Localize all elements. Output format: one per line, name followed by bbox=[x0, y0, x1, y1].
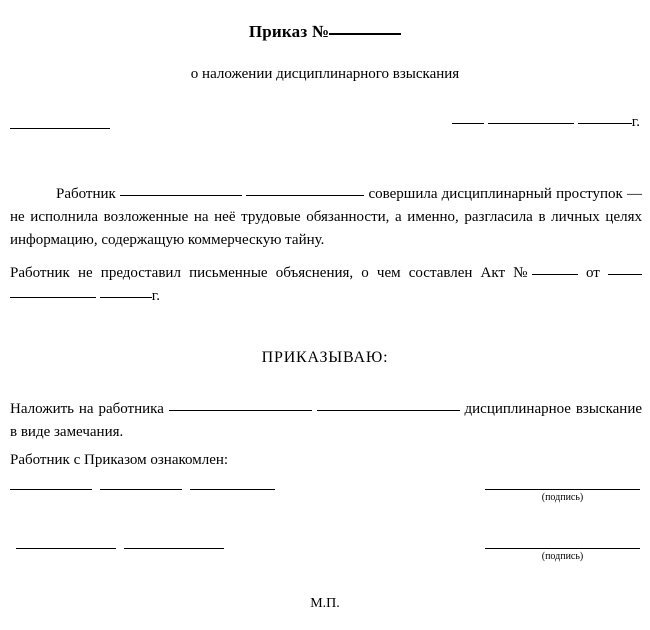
order-heading: ПРИКАЗЫВАЮ: bbox=[261, 349, 389, 366]
order-number-blank bbox=[329, 33, 401, 35]
date-blank-group bbox=[452, 114, 640, 131]
stamp-mark: М.П. bbox=[310, 596, 340, 611]
act-month-blank bbox=[10, 297, 96, 298]
signature-2-sign-blank bbox=[485, 548, 640, 549]
signature-1-sign-blank bbox=[485, 489, 640, 490]
penalty-surname-blank bbox=[169, 410, 312, 411]
employee-name-blank bbox=[246, 195, 364, 196]
signature-1-name-blank bbox=[190, 489, 275, 490]
penalty-name-blank bbox=[317, 410, 460, 411]
place-blank bbox=[10, 128, 110, 129]
date-month-blank bbox=[488, 123, 574, 124]
act-number-blank bbox=[532, 274, 578, 275]
date-day-blank bbox=[452, 123, 484, 124]
signature-2-caption: (подпись) bbox=[541, 551, 584, 562]
document-title-text: Приказ № bbox=[248, 22, 330, 41]
document-title bbox=[0, 22, 650, 42]
employee-surname-blank bbox=[120, 195, 242, 196]
paragraph-penalty bbox=[10, 398, 642, 444]
signature-1-surname-blank bbox=[100, 489, 182, 490]
acknowledgement-label: Работник с Приказом ознакомлен: bbox=[10, 452, 229, 468]
date-year-suffix: г. bbox=[631, 114, 640, 130]
paragraph-3-lead: Наложить на работника bbox=[10, 401, 164, 417]
signature-2-name-blank bbox=[124, 548, 224, 549]
paragraph-1-body: совершила дисциплинарный проступок — не исполнила возложенные на неё трудовые обязанности, а именно, разгласила в личных целях информацию, содержащую коммерческую тайну. bbox=[10, 186, 643, 248]
paragraph-1-lead: Работник bbox=[56, 186, 116, 202]
paragraph-act bbox=[10, 262, 642, 308]
paragraph-3-body: дисциплинарное взыскание в виде замечания. bbox=[10, 401, 643, 440]
act-year-blank bbox=[100, 297, 152, 298]
paragraph-violation bbox=[10, 183, 642, 252]
act-day-blank bbox=[608, 274, 642, 275]
document-subtitle: о наложении дисциплинарного взыскания bbox=[190, 66, 460, 82]
signature-1-caption: (подпись) bbox=[541, 492, 584, 503]
paragraph-2-lead: Работник не предоставил письменные объяснения, о чем составлен Акт № bbox=[10, 265, 532, 281]
act-year-suffix: г. bbox=[151, 288, 160, 304]
signature-2-position-blank bbox=[16, 548, 116, 549]
signature-1-position-blank bbox=[10, 489, 92, 490]
paragraph-2-middle: от bbox=[586, 265, 600, 281]
place-date-row bbox=[0, 114, 650, 134]
date-year-blank bbox=[578, 123, 632, 124]
